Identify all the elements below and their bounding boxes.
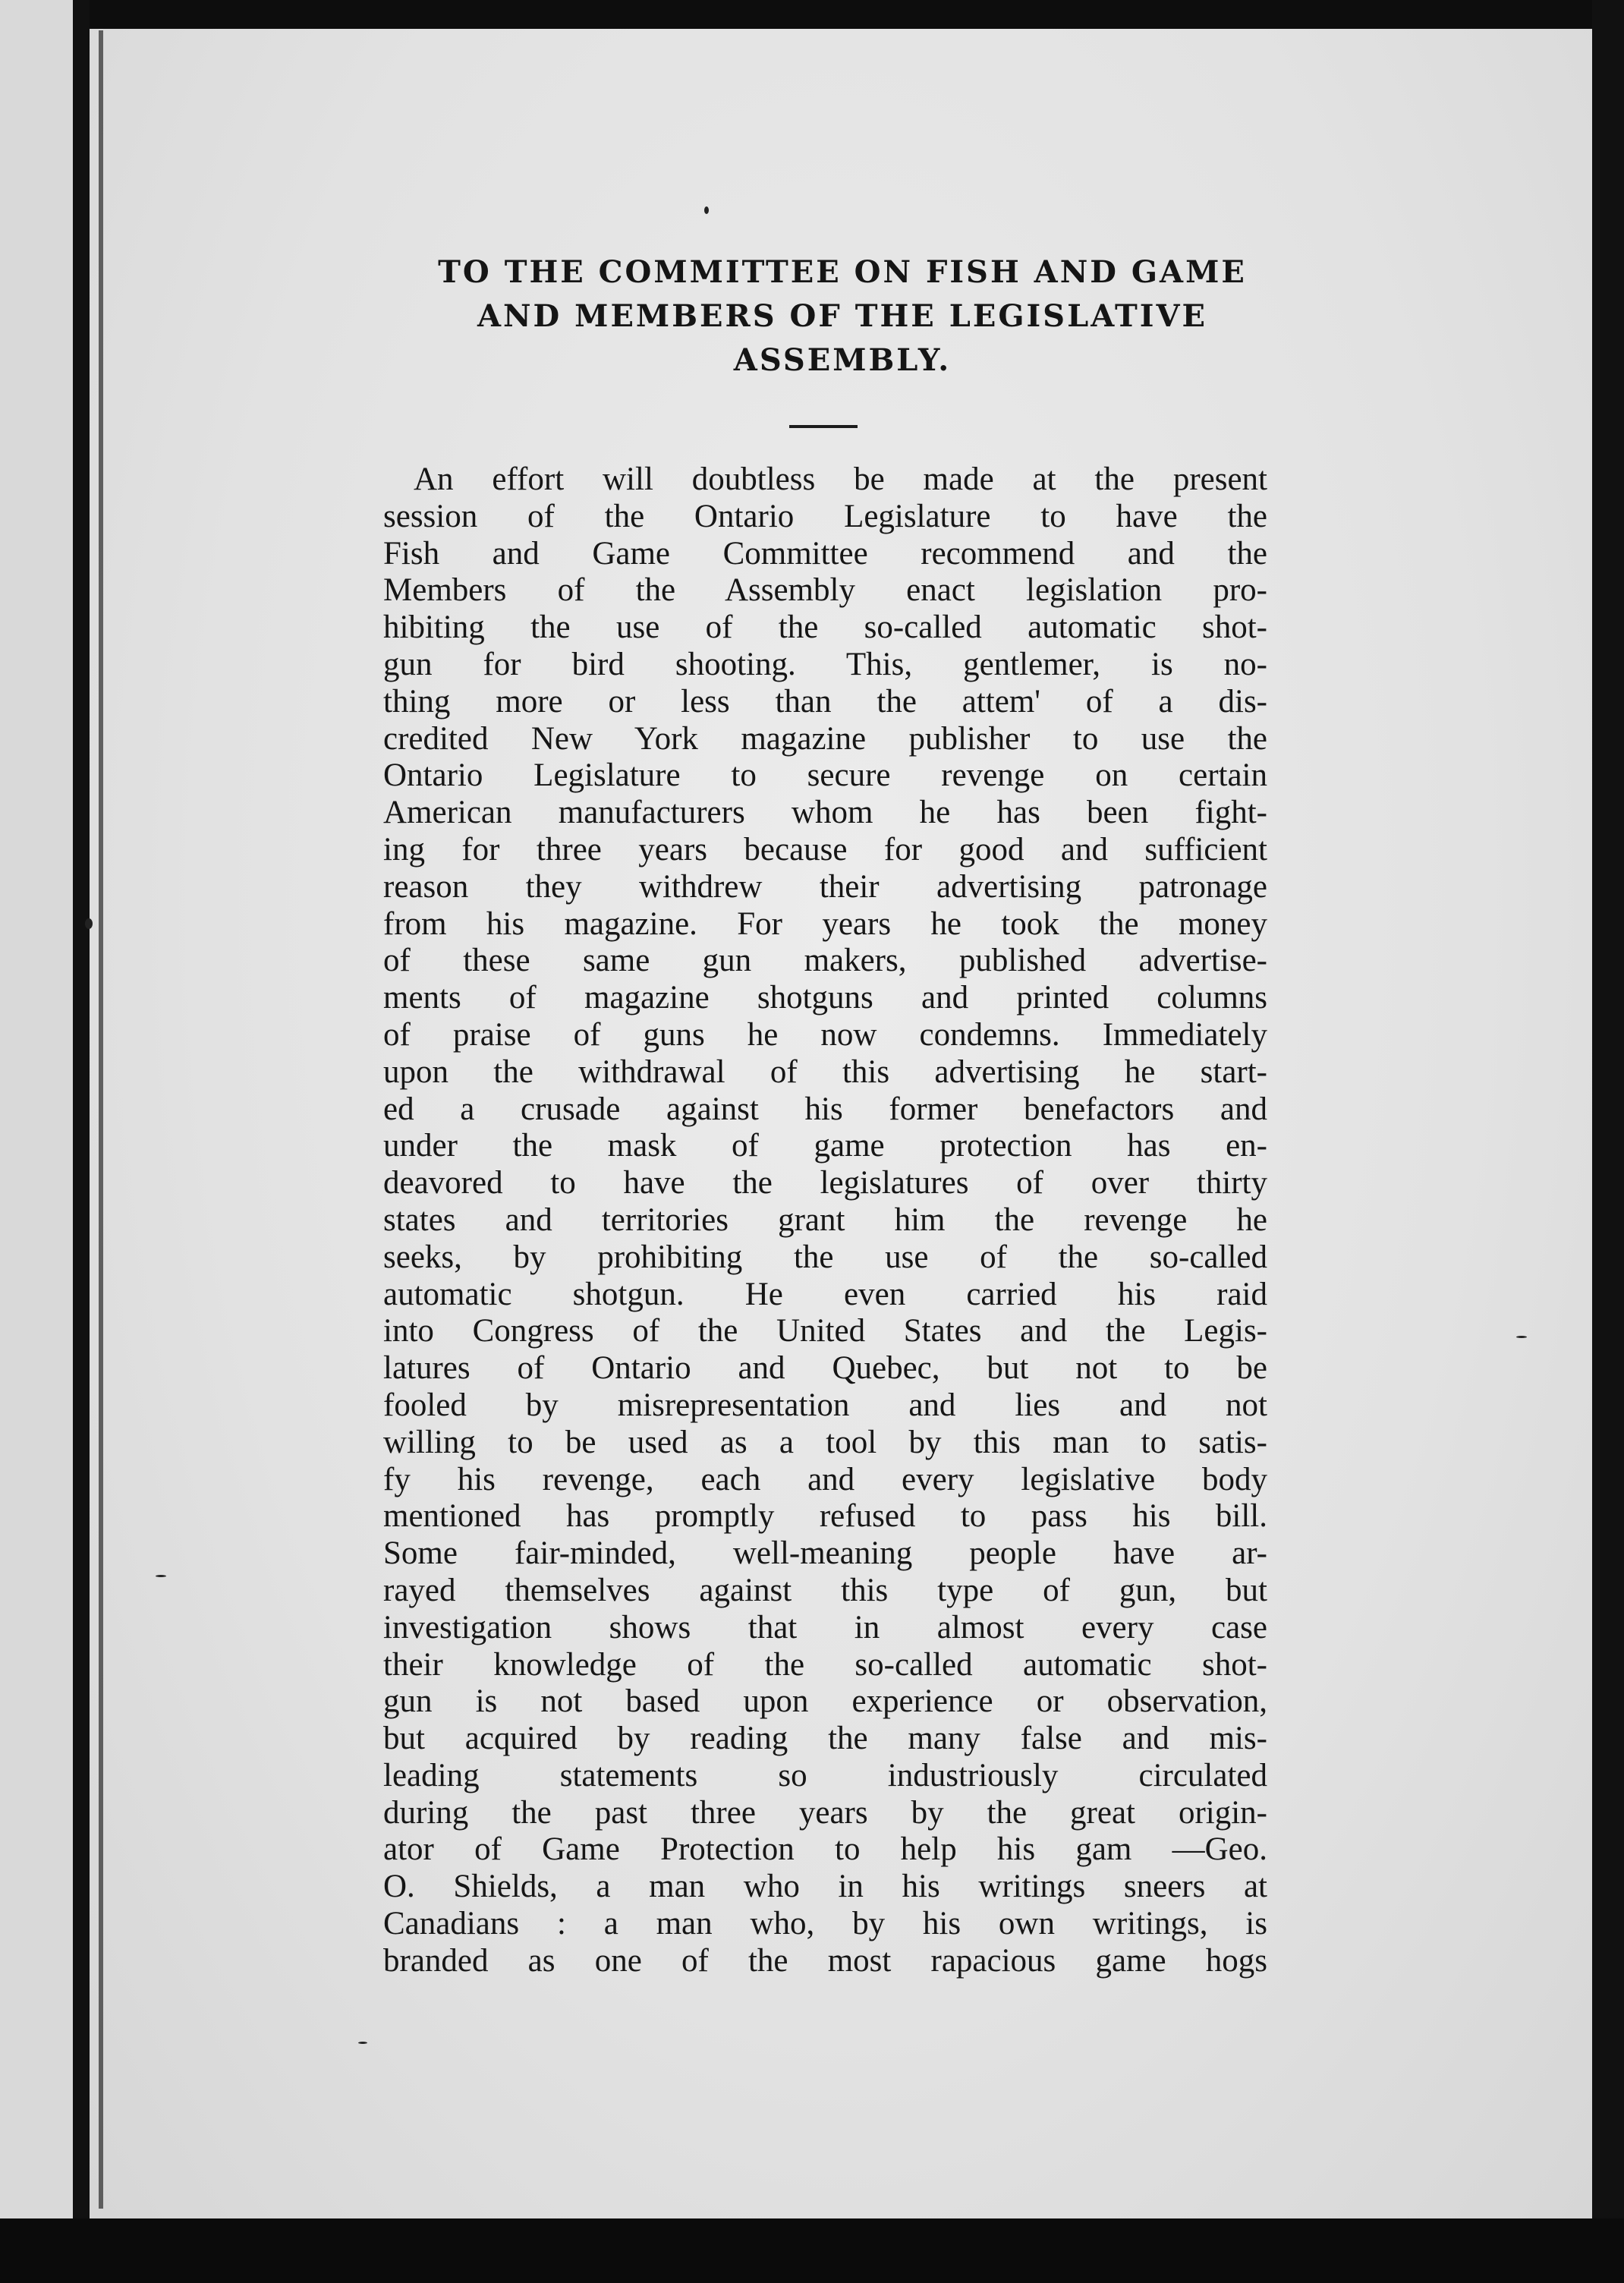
book-spine-shadow [73, 0, 90, 2283]
text-line: gun for bird shooting. This, gentlemer, is no- [383, 646, 1267, 682]
text-line: into Congress of the United States and the Legis- [383, 1313, 1267, 1349]
text-line: from his magazine. For years he took the money [383, 905, 1267, 942]
text-line: rayed themselves against this type of gun, but [383, 1572, 1267, 1608]
text-line: Canadians : a man who, by his own writings, is [383, 1906, 1267, 1942]
text-line: Members of the Assembly enact legislation pro- [383, 572, 1267, 609]
text-line: latures of Ontario and Quebec, but not to be [383, 1350, 1267, 1387]
text-line: gun is not based upon experience or observation, [383, 1683, 1267, 1720]
document-heading [326, 250, 1358, 383]
heading-divider-rule [789, 425, 858, 428]
right-page-edge [1592, 0, 1624, 2283]
heading-line: AND MEMBERS OF THE LEGISLATIVE [477, 298, 1208, 334]
text-line: but acquired by reading the many false and mis- [383, 1721, 1267, 1757]
text-line: American manufacturers whom he has been fight- [383, 795, 1267, 831]
text-line: seeks, by prohibiting the use of the so-called [383, 1239, 1267, 1275]
text-line: during the past three years by the great origin- [383, 1794, 1267, 1831]
text-line: their knowledge of the so-called automatic shot- [383, 1646, 1267, 1683]
text-line: ed a crusade against his former benefactors and [383, 1091, 1267, 1127]
text-line: upon the withdrawal of this advertising he start- [383, 1053, 1267, 1090]
heading-line: ASSEMBLY. [733, 342, 952, 378]
text-line: leading statements so industriously circulated [383, 1757, 1267, 1793]
text-line: of praise of guns he now condemns. Immediately [383, 1016, 1267, 1053]
text-line: automatic shotgun. He even carried his raid [383, 1276, 1267, 1312]
text-line: states and territories grant him the revenge he [383, 1201, 1267, 1238]
dust-speck [704, 206, 709, 214]
heading-line: TO THE COMMITTEE ON FISH AND GAME [438, 254, 1247, 290]
previous-page-margin [0, 0, 73, 2283]
dust-speck [358, 2042, 367, 2044]
text-line: ments of magazine shotguns and printed columns [383, 980, 1267, 1016]
text-line: of these same gun makers, published advertise- [383, 943, 1267, 979]
dust-speck [1516, 1336, 1527, 1338]
text-line: thing more or less than the attem' of a dis- [383, 683, 1267, 720]
text-line: branded as one of the most rapacious game hogs [383, 1942, 1267, 1979]
text-line: mentioned has promptly refused to pass his bill. [383, 1498, 1267, 1535]
gutter-line [99, 30, 103, 2209]
text-line: An effort will doubtless be made at the present [414, 461, 1267, 497]
text-line: under the mask of game protection has en- [383, 1128, 1267, 1164]
bottom-page-edge [0, 2218, 1624, 2283]
text-line: investigation shows that in almost every case [383, 1609, 1267, 1645]
text-line: Fish and Game Committee recommend and the [383, 535, 1267, 572]
dust-speck [85, 918, 93, 929]
text-line: ator of Game Protection to help his gam —Geo. [383, 1831, 1267, 1868]
text-line: reason they withdrew their advertising patronage [383, 868, 1267, 905]
text-line: Ontario Legislature to secure revenge on certain [383, 757, 1267, 794]
text-line: deavored to have the legislatures of over thirty [383, 1165, 1267, 1201]
dust-speck [156, 1575, 166, 1577]
body-paragraph [383, 461, 1267, 1980]
text-line: fy his revenge, each and every legislative body [383, 1461, 1267, 1497]
text-line: hibiting the use of the so-called automatic shot- [383, 609, 1267, 646]
text-line: Some fair-minded, well-meaning people have ar- [383, 1535, 1267, 1572]
text-line: fooled by misrepresentation and lies and not [383, 1387, 1267, 1423]
text-line: O. Shields, a man who in his writings sneers at [383, 1869, 1267, 1905]
text-line: ing for three years because for good and sufficient [383, 831, 1267, 868]
text-line: willing to be used as a tool by this man to satis- [383, 1424, 1267, 1460]
text-line: session of the Ontario Legislature to have the [383, 498, 1267, 534]
text-line: credited New York magazine publisher to use the [383, 720, 1267, 757]
